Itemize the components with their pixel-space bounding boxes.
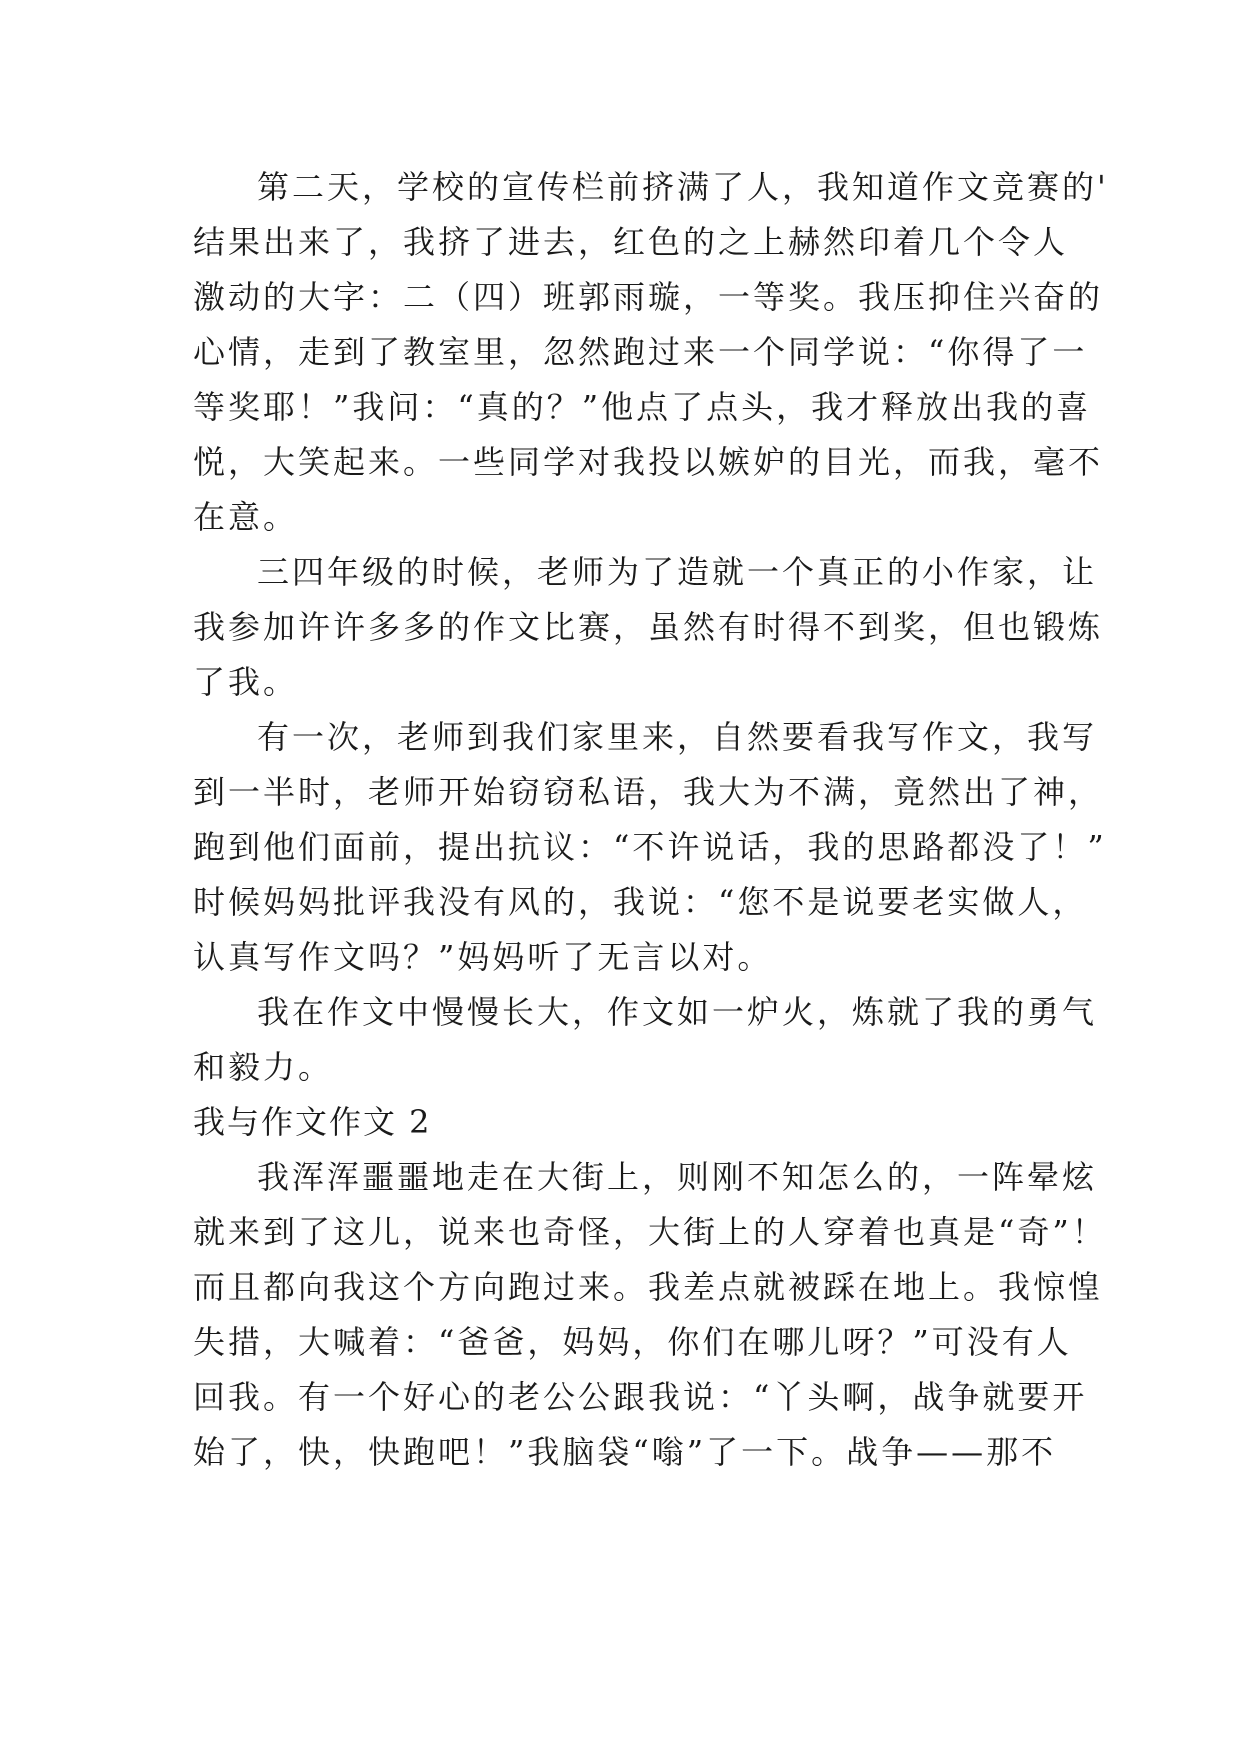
text-line: 我在作文中慢慢长大，作文如一炉火，炼就了我的勇气: [257, 993, 1098, 1031]
text-line: 三四年级的时候，老师为了造就一个真正的小作家，让: [257, 553, 1098, 591]
text-line: 我浑浑噩噩地走在大街上，则刚不知怎么的，一阵晕炫: [257, 1158, 1098, 1196]
text-line: 就来到了这儿，说来也奇怪，大街上的人穿着也真是“奇”！: [193, 1213, 1107, 1251]
text-line: 时候妈妈批评我没有风的，我说：“您不是说要老实做人，: [193, 883, 1088, 921]
text-line: 失措，大喊着：“爸爸，妈妈，你们在哪儿呀？”可没有人: [193, 1323, 1072, 1361]
text-line: 心情，走到了教室里，忽然跑过来一个同学说：“你得了一: [193, 333, 1088, 371]
section-heading: 我与作文作文 2: [193, 1103, 432, 1141]
text-line: 我参加许许多多的作文比赛，虽然有时得不到奖，但也锻炼: [193, 608, 1104, 646]
text-line: 认真写作文吗？”妈妈听了无言以对。: [193, 938, 773, 976]
text-line: 回我。有一个好心的老公公跟我说：“丫头啊，战争就要开: [193, 1378, 1088, 1416]
text-line: 到一半时，老师开始窃窃私语，我大为不满，竟然出了神，: [193, 773, 1104, 811]
text-line: 第二天，学校的宣传栏前挤满了人，我知道作文竞赛的': [257, 168, 1109, 206]
text-line: 等奖耶！”我问：“真的？”他点了点头，我才释放出我的喜: [193, 388, 1092, 426]
text-line: 结果出来了，我挤了进去，红色的之上赫然印着几个令人: [193, 223, 1069, 261]
text-line: 有一次，老师到我们家里来，自然要看我写作文，我写: [257, 718, 1098, 756]
text-line: 而且都向我这个方向跑过来。我差点就被踩在地上。我惊惶: [193, 1268, 1104, 1306]
text-line: 和毅力。: [193, 1048, 334, 1086]
text-line: 在意。: [193, 498, 299, 536]
text-line: 始了，快，快跑吧！”我脑袋“嗡”了一下。战争——那不: [193, 1433, 1057, 1471]
text-line: 激动的大字：二（四）班郭雨璇，一等奖。我压抑住兴奋的: [193, 278, 1104, 316]
text-line: 悦，大笑起来。一些同学对我投以嫉妒的目光，而我，毫不: [193, 443, 1104, 481]
text-line: 跑到他们面前，提出抗议：“不许说话，我的思路都没了！”: [193, 828, 1107, 866]
document-body: [193, 160, 1109, 1480]
text-line: 了我。: [193, 663, 299, 701]
